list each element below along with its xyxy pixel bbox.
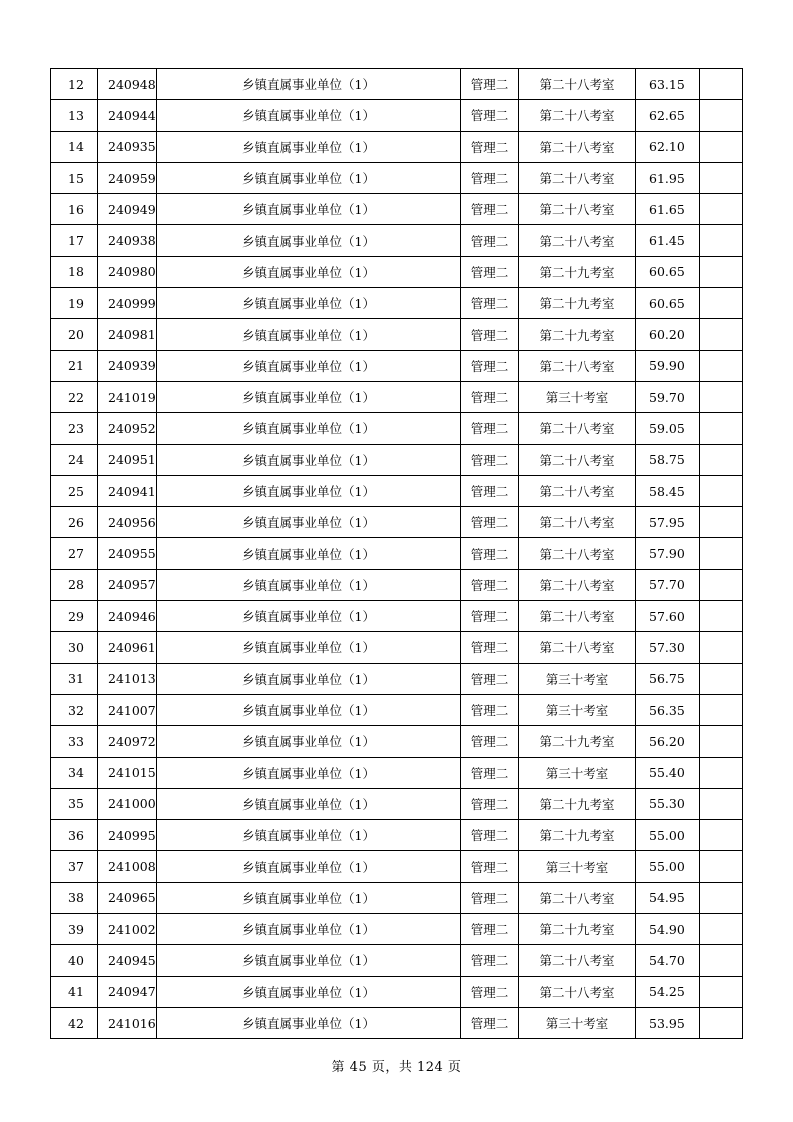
score-cell: 61.65 bbox=[636, 194, 700, 225]
exam-room-cell: 第三十考室 bbox=[519, 663, 636, 694]
note-cell bbox=[700, 162, 743, 193]
candidate-id-cell: 240947 bbox=[98, 976, 157, 1007]
note-cell bbox=[700, 976, 743, 1007]
unit-cell: 乡镇直属事业单位（1） bbox=[157, 569, 461, 600]
candidate-id-cell: 240961 bbox=[98, 632, 157, 663]
candidate-id-cell: 240941 bbox=[98, 475, 157, 506]
score-cell: 56.20 bbox=[636, 726, 700, 757]
table-row bbox=[51, 882, 743, 913]
position-cell: 管理二 bbox=[461, 507, 519, 538]
candidate-id-cell: 240955 bbox=[98, 538, 157, 569]
table-row bbox=[51, 350, 743, 381]
unit-cell: 乡镇直属事业单位（1） bbox=[157, 663, 461, 694]
position-cell: 管理二 bbox=[461, 1007, 519, 1038]
seq-cell: 22 bbox=[51, 381, 98, 412]
table-row bbox=[51, 475, 743, 506]
seq-cell: 37 bbox=[51, 851, 98, 882]
note-cell bbox=[700, 256, 743, 287]
note-cell bbox=[700, 694, 743, 725]
score-cell: 57.30 bbox=[636, 632, 700, 663]
note-cell bbox=[700, 1007, 743, 1038]
seq-cell: 31 bbox=[51, 663, 98, 694]
note-cell bbox=[700, 288, 743, 319]
table-row bbox=[51, 820, 743, 851]
score-cell: 58.75 bbox=[636, 444, 700, 475]
unit-cell: 乡镇直属事业单位（1） bbox=[157, 319, 461, 350]
candidate-id-cell: 240938 bbox=[98, 225, 157, 256]
exam-room-cell: 第二十九考室 bbox=[519, 914, 636, 945]
table-row bbox=[51, 319, 743, 350]
note-cell bbox=[700, 194, 743, 225]
unit-cell: 乡镇直属事业单位（1） bbox=[157, 350, 461, 381]
seq-cell: 12 bbox=[51, 69, 98, 100]
exam-room-cell: 第二十九考室 bbox=[519, 288, 636, 319]
unit-cell: 乡镇直属事业单位（1） bbox=[157, 131, 461, 162]
candidate-id-cell: 240935 bbox=[98, 131, 157, 162]
candidate-id-cell: 240949 bbox=[98, 194, 157, 225]
exam-room-cell: 第三十考室 bbox=[519, 851, 636, 882]
note-cell bbox=[700, 413, 743, 444]
table-row bbox=[51, 381, 743, 412]
table-row bbox=[51, 413, 743, 444]
exam-room-cell: 第二十九考室 bbox=[519, 256, 636, 287]
unit-cell: 乡镇直属事业单位（1） bbox=[157, 225, 461, 256]
seq-cell: 34 bbox=[51, 757, 98, 788]
candidate-id-cell: 240972 bbox=[98, 726, 157, 757]
position-cell: 管理二 bbox=[461, 945, 519, 976]
note-cell bbox=[700, 851, 743, 882]
seq-cell: 15 bbox=[51, 162, 98, 193]
score-cell: 56.75 bbox=[636, 663, 700, 694]
table-row bbox=[51, 256, 743, 287]
note-cell bbox=[700, 538, 743, 569]
table-row bbox=[51, 976, 743, 1007]
seq-cell: 21 bbox=[51, 350, 98, 381]
position-cell: 管理二 bbox=[461, 444, 519, 475]
exam-room-cell: 第二十八考室 bbox=[519, 225, 636, 256]
unit-cell: 乡镇直属事业单位（1） bbox=[157, 976, 461, 1007]
table-row bbox=[51, 1007, 743, 1038]
score-cell: 58.45 bbox=[636, 475, 700, 506]
table-row bbox=[51, 131, 743, 162]
note-cell bbox=[700, 945, 743, 976]
position-cell: 管理二 bbox=[461, 194, 519, 225]
exam-room-cell: 第二十八考室 bbox=[519, 69, 636, 100]
unit-cell: 乡镇直属事业单位（1） bbox=[157, 162, 461, 193]
candidate-id-cell: 241000 bbox=[98, 788, 157, 819]
note-cell bbox=[700, 225, 743, 256]
note-cell bbox=[700, 726, 743, 757]
unit-cell: 乡镇直属事业单位（1） bbox=[157, 444, 461, 475]
position-cell: 管理二 bbox=[461, 413, 519, 444]
candidate-id-cell: 240952 bbox=[98, 413, 157, 444]
note-cell bbox=[700, 475, 743, 506]
seq-cell: 25 bbox=[51, 475, 98, 506]
table-row bbox=[51, 788, 743, 819]
unit-cell: 乡镇直属事业单位（1） bbox=[157, 788, 461, 819]
unit-cell: 乡镇直属事业单位（1） bbox=[157, 851, 461, 882]
unit-cell: 乡镇直属事业单位（1） bbox=[157, 507, 461, 538]
exam-room-cell: 第二十八考室 bbox=[519, 569, 636, 600]
table-row bbox=[51, 601, 743, 632]
score-cell: 56.35 bbox=[636, 694, 700, 725]
exam-room-cell: 第二十八考室 bbox=[519, 882, 636, 913]
exam-room-cell: 第二十八考室 bbox=[519, 100, 636, 131]
seq-cell: 24 bbox=[51, 444, 98, 475]
note-cell bbox=[700, 914, 743, 945]
table-row bbox=[51, 288, 743, 319]
table-row bbox=[51, 945, 743, 976]
table-row bbox=[51, 632, 743, 663]
unit-cell: 乡镇直属事业单位（1） bbox=[157, 288, 461, 319]
seq-cell: 16 bbox=[51, 194, 98, 225]
score-cell: 60.20 bbox=[636, 319, 700, 350]
seq-cell: 28 bbox=[51, 569, 98, 600]
candidate-id-cell: 240951 bbox=[98, 444, 157, 475]
unit-cell: 乡镇直属事业单位（1） bbox=[157, 820, 461, 851]
position-cell: 管理二 bbox=[461, 726, 519, 757]
position-cell: 管理二 bbox=[461, 663, 519, 694]
seq-cell: 13 bbox=[51, 100, 98, 131]
score-cell: 55.30 bbox=[636, 788, 700, 819]
table-row bbox=[51, 538, 743, 569]
score-cell: 54.95 bbox=[636, 882, 700, 913]
position-cell: 管理二 bbox=[461, 851, 519, 882]
position-cell: 管理二 bbox=[461, 538, 519, 569]
seq-cell: 36 bbox=[51, 820, 98, 851]
note-cell bbox=[700, 569, 743, 600]
seq-cell: 42 bbox=[51, 1007, 98, 1038]
score-cell: 59.90 bbox=[636, 350, 700, 381]
position-cell: 管理二 bbox=[461, 162, 519, 193]
note-cell bbox=[700, 757, 743, 788]
position-cell: 管理二 bbox=[461, 569, 519, 600]
position-cell: 管理二 bbox=[461, 319, 519, 350]
table-body bbox=[51, 69, 743, 1039]
exam-room-cell: 第三十考室 bbox=[519, 757, 636, 788]
position-cell: 管理二 bbox=[461, 601, 519, 632]
exam-room-cell: 第三十考室 bbox=[519, 1007, 636, 1038]
candidate-id-cell: 241016 bbox=[98, 1007, 157, 1038]
note-cell bbox=[700, 601, 743, 632]
page-footer: 第 45 页，共 124 页 bbox=[331, 1060, 462, 1075]
note-cell bbox=[700, 882, 743, 913]
table-row bbox=[51, 851, 743, 882]
score-cell: 55.00 bbox=[636, 851, 700, 882]
table-row bbox=[51, 726, 743, 757]
seq-cell: 14 bbox=[51, 131, 98, 162]
candidate-id-cell: 240965 bbox=[98, 882, 157, 913]
score-cell: 57.60 bbox=[636, 601, 700, 632]
position-cell: 管理二 bbox=[461, 350, 519, 381]
unit-cell: 乡镇直属事业单位（1） bbox=[157, 69, 461, 100]
seq-cell: 41 bbox=[51, 976, 98, 1007]
seq-cell: 27 bbox=[51, 538, 98, 569]
unit-cell: 乡镇直属事业单位（1） bbox=[157, 694, 461, 725]
candidate-id-cell: 240939 bbox=[98, 350, 157, 381]
score-cell: 60.65 bbox=[636, 288, 700, 319]
score-cell: 54.90 bbox=[636, 914, 700, 945]
seq-cell: 40 bbox=[51, 945, 98, 976]
table-row bbox=[51, 194, 743, 225]
score-cell: 54.25 bbox=[636, 976, 700, 1007]
exam-room-cell: 第二十八考室 bbox=[519, 162, 636, 193]
candidate-id-cell: 240956 bbox=[98, 507, 157, 538]
position-cell: 管理二 bbox=[461, 381, 519, 412]
table-row bbox=[51, 757, 743, 788]
unit-cell: 乡镇直属事业单位（1） bbox=[157, 632, 461, 663]
score-cell: 63.15 bbox=[636, 69, 700, 100]
position-cell: 管理二 bbox=[461, 914, 519, 945]
unit-cell: 乡镇直属事业单位（1） bbox=[157, 413, 461, 444]
unit-cell: 乡镇直属事业单位（1） bbox=[157, 100, 461, 131]
table-row bbox=[51, 694, 743, 725]
score-cell: 57.95 bbox=[636, 507, 700, 538]
candidate-id-cell: 241019 bbox=[98, 381, 157, 412]
score-cell: 57.70 bbox=[636, 569, 700, 600]
candidate-id-cell: 241015 bbox=[98, 757, 157, 788]
position-cell: 管理二 bbox=[461, 256, 519, 287]
unit-cell: 乡镇直属事业单位（1） bbox=[157, 882, 461, 913]
score-cell: 55.40 bbox=[636, 757, 700, 788]
candidate-id-cell: 241008 bbox=[98, 851, 157, 882]
exam-room-cell: 第二十八考室 bbox=[519, 538, 636, 569]
table-row bbox=[51, 663, 743, 694]
candidate-id-cell: 240945 bbox=[98, 945, 157, 976]
unit-cell: 乡镇直属事业单位（1） bbox=[157, 726, 461, 757]
table-row bbox=[51, 569, 743, 600]
position-cell: 管理二 bbox=[461, 820, 519, 851]
position-cell: 管理二 bbox=[461, 632, 519, 663]
candidate-id-cell: 240946 bbox=[98, 601, 157, 632]
unit-cell: 乡镇直属事业单位（1） bbox=[157, 945, 461, 976]
seq-cell: 26 bbox=[51, 507, 98, 538]
position-cell: 管理二 bbox=[461, 131, 519, 162]
unit-cell: 乡镇直属事业单位（1） bbox=[157, 538, 461, 569]
seq-cell: 17 bbox=[51, 225, 98, 256]
position-cell: 管理二 bbox=[461, 225, 519, 256]
position-cell: 管理二 bbox=[461, 788, 519, 819]
position-cell: 管理二 bbox=[461, 69, 519, 100]
score-cell: 61.45 bbox=[636, 225, 700, 256]
score-cell: 62.10 bbox=[636, 131, 700, 162]
score-cell: 60.65 bbox=[636, 256, 700, 287]
exam-room-cell: 第二十八考室 bbox=[519, 413, 636, 444]
exam-room-cell: 第三十考室 bbox=[519, 694, 636, 725]
exam-room-cell: 第二十八考室 bbox=[519, 632, 636, 663]
note-cell bbox=[700, 444, 743, 475]
candidate-id-cell: 240944 bbox=[98, 100, 157, 131]
exam-room-cell: 第二十九考室 bbox=[519, 820, 636, 851]
score-cell: 57.90 bbox=[636, 538, 700, 569]
table-row bbox=[51, 69, 743, 100]
seq-cell: 33 bbox=[51, 726, 98, 757]
note-cell bbox=[700, 69, 743, 100]
score-cell: 59.05 bbox=[636, 413, 700, 444]
note-cell bbox=[700, 820, 743, 851]
score-cell: 62.65 bbox=[636, 100, 700, 131]
table-row bbox=[51, 507, 743, 538]
exam-room-cell: 第二十八考室 bbox=[519, 444, 636, 475]
exam-room-cell: 第二十八考室 bbox=[519, 601, 636, 632]
position-cell: 管理二 bbox=[461, 475, 519, 506]
score-cell: 53.95 bbox=[636, 1007, 700, 1038]
candidate-id-cell: 240999 bbox=[98, 288, 157, 319]
exam-room-cell: 第二十八考室 bbox=[519, 350, 636, 381]
exam-room-cell: 第二十九考室 bbox=[519, 726, 636, 757]
unit-cell: 乡镇直属事业单位（1） bbox=[157, 381, 461, 412]
exam-room-cell: 第二十九考室 bbox=[519, 788, 636, 819]
note-cell bbox=[700, 381, 743, 412]
position-cell: 管理二 bbox=[461, 288, 519, 319]
score-cell: 55.00 bbox=[636, 820, 700, 851]
exam-room-cell: 第二十八考室 bbox=[519, 475, 636, 506]
exam-room-cell: 第二十八考室 bbox=[519, 194, 636, 225]
exam-room-cell: 第二十八考室 bbox=[519, 507, 636, 538]
score-cell: 59.70 bbox=[636, 381, 700, 412]
note-cell bbox=[700, 788, 743, 819]
unit-cell: 乡镇直属事业单位（1） bbox=[157, 194, 461, 225]
candidate-id-cell: 241013 bbox=[98, 663, 157, 694]
unit-cell: 乡镇直属事业单位（1） bbox=[157, 914, 461, 945]
position-cell: 管理二 bbox=[461, 757, 519, 788]
score-cell: 61.95 bbox=[636, 162, 700, 193]
note-cell bbox=[700, 632, 743, 663]
candidate-id-cell: 240995 bbox=[98, 820, 157, 851]
seq-cell: 18 bbox=[51, 256, 98, 287]
seq-cell: 32 bbox=[51, 694, 98, 725]
unit-cell: 乡镇直属事业单位（1） bbox=[157, 601, 461, 632]
candidate-id-cell: 240981 bbox=[98, 319, 157, 350]
exam-room-cell: 第二十八考室 bbox=[519, 945, 636, 976]
exam-room-cell: 第三十考室 bbox=[519, 381, 636, 412]
score-cell: 54.70 bbox=[636, 945, 700, 976]
unit-cell: 乡镇直属事业单位（1） bbox=[157, 256, 461, 287]
seq-cell: 30 bbox=[51, 632, 98, 663]
position-cell: 管理二 bbox=[461, 976, 519, 1007]
table-row bbox=[51, 914, 743, 945]
note-cell bbox=[700, 131, 743, 162]
unit-cell: 乡镇直属事业单位（1） bbox=[157, 475, 461, 506]
candidate-id-cell: 240957 bbox=[98, 569, 157, 600]
seq-cell: 19 bbox=[51, 288, 98, 319]
seq-cell: 29 bbox=[51, 601, 98, 632]
candidate-id-cell: 240959 bbox=[98, 162, 157, 193]
table-row bbox=[51, 225, 743, 256]
seq-cell: 35 bbox=[51, 788, 98, 819]
seq-cell: 38 bbox=[51, 882, 98, 913]
position-cell: 管理二 bbox=[461, 882, 519, 913]
position-cell: 管理二 bbox=[461, 694, 519, 725]
candidate-id-cell: 240980 bbox=[98, 256, 157, 287]
exam-room-cell: 第二十八考室 bbox=[519, 131, 636, 162]
position-cell: 管理二 bbox=[461, 100, 519, 131]
note-cell bbox=[700, 350, 743, 381]
unit-cell: 乡镇直属事业单位（1） bbox=[157, 1007, 461, 1038]
table-row bbox=[51, 444, 743, 475]
unit-cell: 乡镇直属事业单位（1） bbox=[157, 757, 461, 788]
note-cell bbox=[700, 507, 743, 538]
candidate-id-cell: 240948 bbox=[98, 69, 157, 100]
table-row bbox=[51, 162, 743, 193]
note-cell bbox=[700, 663, 743, 694]
candidate-id-cell: 241007 bbox=[98, 694, 157, 725]
seq-cell: 20 bbox=[51, 319, 98, 350]
candidate-id-cell: 241002 bbox=[98, 914, 157, 945]
note-cell bbox=[700, 319, 743, 350]
table-row bbox=[51, 100, 743, 131]
seq-cell: 39 bbox=[51, 914, 98, 945]
note-cell bbox=[700, 100, 743, 131]
exam-room-cell: 第二十九考室 bbox=[519, 319, 636, 350]
results-table bbox=[50, 68, 743, 1039]
seq-cell: 23 bbox=[51, 413, 98, 444]
exam-room-cell: 第二十八考室 bbox=[519, 976, 636, 1007]
